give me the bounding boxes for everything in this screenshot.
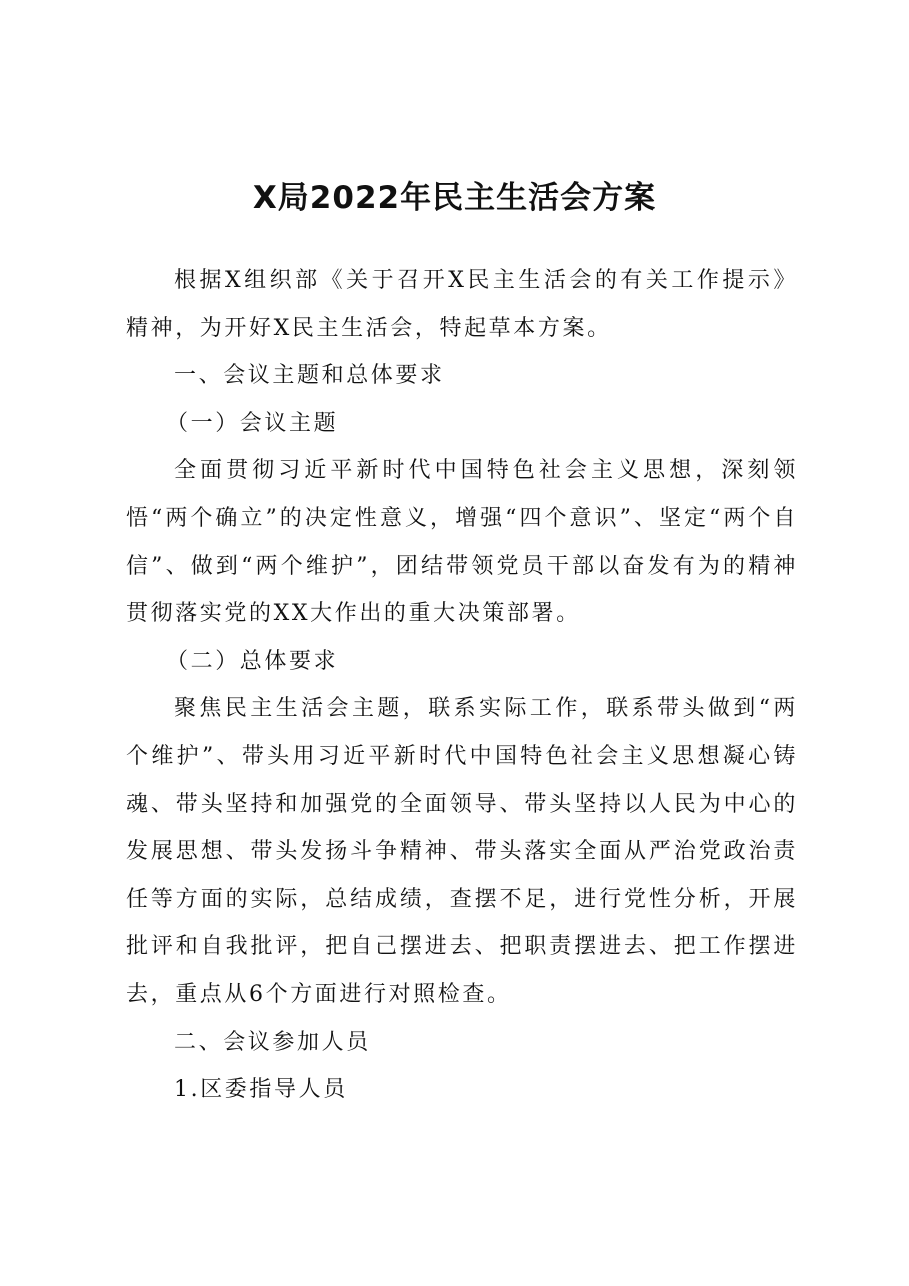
subsection-heading-2: （二）总体要求	[166, 648, 339, 674]
document-body	[126, 257, 798, 1114]
subsection-heading-1: （一）会议主题	[166, 410, 339, 436]
requirements-paragraph: 聚焦民主生活会主题，联系实际工作，联系带头做到“两个维护”、带头用习近平新时代中国特色社会主义思想凝心铸魂、带头坚持和加强党的全面领导、带头坚持以人民为中心的发展思想、带头发扬斗争精神、带头落实全面从严治党政治责任等方面的实际，总结成绩，查摆不足，进行党性分析，开展批评和自我批评，把自己摆进去、把职责摆进去、把工作摆进去，重点从6个方面进行对照检查。	[126, 696, 798, 1007]
theme-paragraph: 全面贯彻习近平新时代中国特色社会主义思想，深刻领悟“两个确立”的决定性意义，增强“四个意识”、坚定“两个自信”、做到“两个维护”，团结带领党员干部以奋发有为的精神贯彻落实党的XX大作出的重大决策部署。	[126, 458, 798, 627]
document-title: X局2022年民主生活会方案	[252, 180, 657, 216]
section-heading-1: 一、会议主题和总体要求	[174, 363, 445, 389]
section-heading-2: 二、会议参加人员	[174, 1029, 371, 1055]
intro-paragraph: 根据X组织部《关于召开X民主生活会的有关工作提示》精神，为开好X民主生活会，特起草本方案。	[126, 268, 798, 341]
list-item-1: 1.区委指导人员	[174, 1077, 348, 1103]
